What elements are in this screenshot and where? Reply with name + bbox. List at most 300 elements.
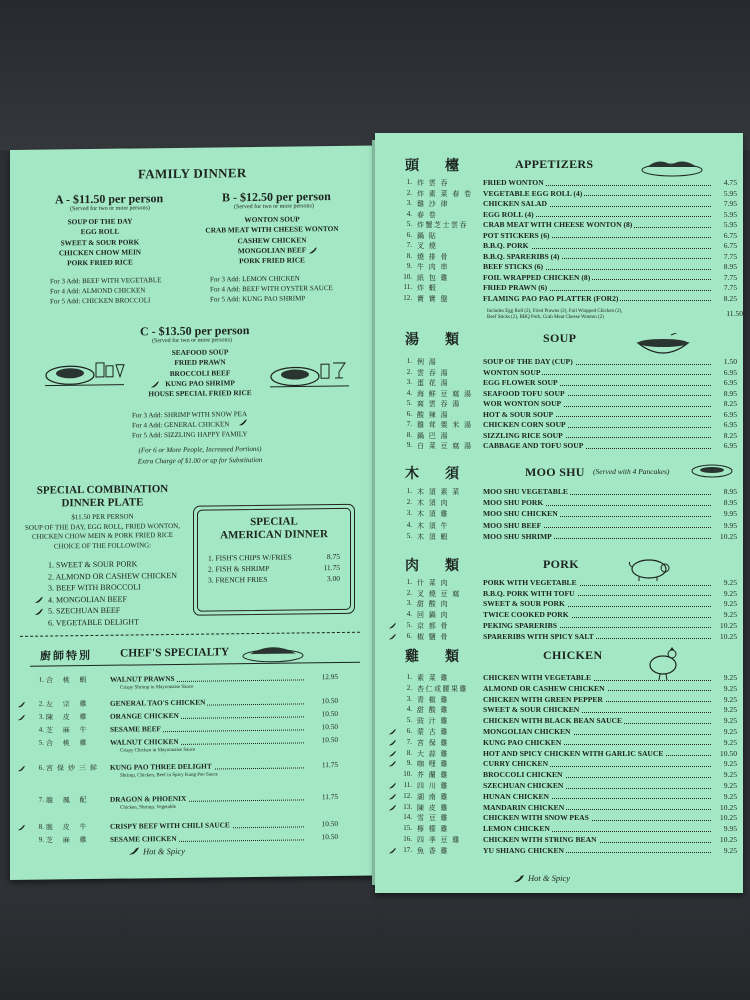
item-number: 4. bbox=[406, 209, 412, 218]
item-name: EGG ROLL (4) bbox=[483, 209, 534, 219]
menu-item-row bbox=[10, 709, 370, 723]
item-chinese-name: 紙 包 雞 bbox=[417, 273, 449, 282]
chili-icon bbox=[34, 608, 44, 617]
moo-shu-plate-illustration bbox=[690, 461, 735, 479]
item-chinese-name: 鍋 貼 bbox=[417, 231, 438, 240]
item-chinese-name: 芝 麻 牛 bbox=[46, 726, 91, 735]
item-name: POT STICKERS (6) bbox=[483, 230, 550, 240]
mooshu-subtitle: (Served with 4 Pancakes) bbox=[593, 467, 670, 476]
chili-icon bbox=[388, 847, 397, 855]
chef-title-cn: 廚師特別 bbox=[40, 649, 92, 663]
dinner-b-items bbox=[192, 214, 352, 267]
mooshu-chinese-heading: 木須 bbox=[405, 467, 485, 482]
chili-icon bbox=[388, 739, 397, 747]
platter-description bbox=[487, 309, 622, 321]
dinner-c-add: For 5 Add: SIZZLING HAPPY FAMILY bbox=[132, 430, 248, 440]
item-name: WONTON SOUP bbox=[483, 367, 541, 377]
combo-title-line2: DINNER PLATE bbox=[61, 496, 144, 510]
item-chinese-name: 咖 哩 雞 bbox=[417, 760, 449, 769]
menu-item-row bbox=[375, 716, 737, 726]
dinner-b-price: B - $12.50 per person bbox=[222, 189, 331, 205]
item-number: 8. bbox=[406, 430, 412, 439]
item-number: 3. bbox=[38, 712, 44, 721]
chili-icon bbox=[17, 824, 26, 832]
soup-heading: SOUP bbox=[543, 331, 577, 345]
dinner-b-adds bbox=[210, 273, 333, 305]
dinner-a-add: For 5 Add: CHICKEN BROCCOLI bbox=[50, 296, 151, 306]
item-chinese-name: 龍 鳳 配 bbox=[46, 796, 91, 805]
item-name: B.B.Q. SPARERIBS (4) bbox=[483, 251, 560, 261]
item-name: HUNAN CHICKEN bbox=[483, 791, 550, 801]
menu-item-row bbox=[375, 759, 737, 769]
item-chinese-name: 木 須 素 菜 bbox=[417, 488, 461, 496]
menu-item-row bbox=[375, 283, 737, 293]
item-price: 8.95 bbox=[711, 389, 737, 398]
item-chinese-name: 叉 燒 豆 腐 bbox=[417, 589, 461, 598]
menu-item-row bbox=[375, 792, 737, 802]
item-name: CURRY CHICKEN bbox=[483, 759, 549, 769]
item-name: WALNUT CHICKEN bbox=[110, 736, 179, 747]
menu-item-row bbox=[375, 368, 737, 378]
item-name: BROCCOLI CHICKEN bbox=[483, 770, 563, 780]
item-chinese-name: 雪 豆 雞 bbox=[417, 814, 449, 823]
item-number: 17. bbox=[403, 845, 412, 854]
item-name: MONGOLIAN CHICKEN bbox=[483, 727, 571, 736]
combo-choice: 5. SZECHUAN BEEF bbox=[48, 605, 121, 616]
item-number: 2. bbox=[38, 699, 44, 708]
item-price: 9.25 bbox=[711, 599, 737, 608]
dinner-c-item: SEAFOOD SOUP bbox=[171, 347, 229, 358]
item-chinese-name: 魚 香 雞 bbox=[417, 846, 449, 855]
section-divider bbox=[20, 632, 360, 637]
item-number: 1. bbox=[406, 178, 412, 186]
item-price: 9.95 bbox=[711, 521, 737, 530]
item-name: TWICE COOKED PORK bbox=[483, 610, 569, 620]
item-price: 10.25 bbox=[711, 621, 737, 630]
item-number: 6. bbox=[38, 763, 44, 772]
item-name: SEAFOOD TOFU SOUP bbox=[483, 388, 565, 398]
chili-icon bbox=[388, 750, 397, 758]
item-number: 7. bbox=[406, 420, 412, 428]
item-number: 4. bbox=[406, 705, 412, 714]
item-price: 10.50 bbox=[304, 832, 338, 841]
item-number: 6. bbox=[406, 631, 412, 640]
item-price: 4.75 bbox=[711, 178, 737, 187]
item-price: 5.95 bbox=[711, 220, 737, 229]
item-chinese-name: 蒙 古 雞 bbox=[417, 728, 449, 736]
item-chinese-name: 四 季 豆 雞 bbox=[417, 836, 461, 844]
item-chinese-name: 什 菜 肉 bbox=[417, 579, 449, 587]
item-price: 9.25 bbox=[711, 759, 737, 768]
item-chinese-name: 木 須 雞 bbox=[417, 510, 449, 519]
item-price: 10.50 bbox=[304, 709, 338, 718]
item-number: 13. bbox=[403, 802, 412, 811]
item-name: CABBAGE AND TOFU SOUP bbox=[483, 441, 584, 450]
item-price: 10.25 bbox=[711, 803, 737, 812]
item-number: 4. bbox=[406, 388, 412, 397]
item-price: 9.25 bbox=[711, 705, 737, 714]
item-price: 9.95 bbox=[711, 824, 737, 833]
combo-choice: 2. ALMOND OR CASHEW CHICKEN bbox=[48, 570, 177, 582]
item-name: FRIED WONTON bbox=[483, 178, 544, 187]
dinner-b-item: MONGOLIAN BEEF bbox=[237, 245, 307, 256]
item-number: 7. bbox=[406, 241, 412, 249]
item-name: FLAMING PAO PAO PLATTER (FOR2) bbox=[483, 293, 619, 303]
item-price: 6.95 bbox=[711, 378, 737, 387]
soup-bowl-illustration bbox=[633, 333, 693, 359]
chili-icon bbox=[34, 596, 44, 605]
family-dinner-title: FAMILY DINNER bbox=[138, 165, 247, 182]
menu-item-row bbox=[375, 189, 737, 199]
menu-left-page bbox=[10, 146, 375, 880]
dinner-a-add: For 4 Add: ALMOND CHICKEN bbox=[50, 286, 146, 296]
item-chinese-name: 炸 素 菜 春 卷 bbox=[417, 189, 473, 198]
item-name: PORK WITH VEGETABLE bbox=[483, 578, 577, 587]
menu-item-row bbox=[375, 749, 737, 759]
item-number: 7. bbox=[406, 737, 412, 746]
menu-item-row bbox=[375, 389, 737, 399]
item-name: VEGETABLE EGG ROLL (4) bbox=[483, 188, 583, 198]
item-description: Chicken, Shrimp, Vegetable bbox=[120, 804, 177, 811]
item-name: SZECHUAN CHICKEN bbox=[483, 781, 564, 790]
dinner-c-add: For 4 Add: GENERAL CHICKEN bbox=[132, 420, 230, 430]
item-price: 9.25 bbox=[711, 684, 737, 693]
menu-item-row bbox=[375, 695, 737, 705]
menu-item-row bbox=[375, 532, 737, 542]
item-number: 5. bbox=[406, 531, 412, 540]
item-chinese-name: 京 都 骨 bbox=[417, 621, 449, 630]
item-price: 10.25 bbox=[711, 632, 737, 641]
item-price: 9.25 bbox=[711, 727, 737, 736]
item-chinese-name: 寶 寶 盤 bbox=[417, 294, 449, 303]
item-price: 9.25 bbox=[711, 589, 737, 598]
family-dinner-note bbox=[90, 443, 310, 468]
chili-icon bbox=[17, 714, 26, 722]
item-number: 3. bbox=[406, 509, 412, 518]
item-number: 9. bbox=[406, 262, 412, 270]
item-number: 3. bbox=[406, 694, 412, 703]
dinner-a-items bbox=[30, 216, 170, 269]
item-number: 2. bbox=[406, 498, 412, 507]
dinner-b-item: CRAB MEAT WITH CHEESE WONTON bbox=[205, 224, 339, 235]
item-chinese-name: 酸 辣 湯 bbox=[417, 410, 449, 419]
item-name: CHICKEN WITH SNOW PEAS bbox=[483, 813, 589, 823]
item-number: 2. bbox=[406, 683, 412, 692]
chicken-heading: CHICKEN bbox=[543, 648, 603, 662]
item-number: 6. bbox=[406, 230, 412, 239]
menu-item-row bbox=[375, 846, 737, 856]
menu-item-row bbox=[375, 378, 737, 388]
platter-desc-line: Beef Sticks (2), BBQ Pork, Crab Meat Cheese Wonton (2) bbox=[487, 315, 604, 320]
item-chinese-name: 芥 蘭 雞 bbox=[417, 771, 449, 780]
item-chinese-name: 炸 雲 吞 bbox=[417, 179, 449, 187]
item-name: SOUP OF THE DAY (CUP) bbox=[483, 357, 573, 366]
item-number: 5. bbox=[406, 220, 412, 228]
portion-note: (For 6 or More People, Increased Portions) bbox=[138, 444, 262, 455]
item-price: 8.25 bbox=[711, 431, 737, 440]
item-chinese-name: 海 鮮 豆 腐 湯 bbox=[417, 389, 473, 398]
item-price: 10.25 bbox=[711, 835, 737, 844]
american-item: 2. FISH & SHRIMP 11.75 bbox=[208, 562, 340, 574]
chili-icon bbox=[388, 728, 397, 736]
dinner-plate-illustration-left bbox=[40, 357, 128, 390]
chili-icon bbox=[388, 760, 397, 768]
appetizer-plate-illustration bbox=[637, 155, 707, 177]
combo-desc-line: SOUP OF THE DAY, EGG ROLL, FRIED WONTON, bbox=[25, 521, 180, 532]
item-number: 2. bbox=[406, 588, 412, 597]
chili-icon bbox=[388, 804, 397, 812]
item-price: 8.95 bbox=[711, 262, 737, 271]
item-name: CHICKEN CORN SOUP bbox=[483, 420, 566, 429]
item-name: KUNG PAO THREE DELIGHT bbox=[110, 761, 212, 772]
menu-item-row bbox=[375, 509, 737, 519]
menu-item-row bbox=[375, 705, 737, 715]
menu-item-row bbox=[375, 781, 737, 791]
appetizers-chinese-heading: 頭檯 bbox=[405, 159, 485, 174]
dinner-c-adds bbox=[132, 409, 247, 440]
dinner-a-item: SWEET & SOUR PORK bbox=[60, 237, 140, 247]
menu-item-row bbox=[10, 791, 370, 811]
item-number: 1. bbox=[38, 675, 44, 684]
item-price: 8.95 bbox=[711, 498, 737, 507]
dinner-b-add: For 5 Add: KUNG PAO SHRIMP bbox=[210, 294, 306, 304]
item-name: PEKING SPARERIBS bbox=[483, 620, 557, 630]
item-price: 5.95 bbox=[711, 189, 737, 198]
item-price: 12.95 bbox=[304, 672, 338, 681]
item-number: 12. bbox=[403, 293, 412, 302]
item-chinese-name: 素 菜 雞 bbox=[417, 674, 449, 682]
dinner-c-items bbox=[120, 347, 280, 400]
menu-item-row bbox=[375, 199, 737, 209]
platter-desc-line: Includes Egg Roll (2), Fried Prawns (2), Foil Wrapped Chicken (2), bbox=[487, 309, 623, 314]
menu-item-row bbox=[375, 824, 737, 834]
item-price: 11.75 bbox=[304, 792, 338, 801]
chili-icon bbox=[238, 418, 248, 427]
menu-item-row bbox=[375, 738, 737, 748]
item-number: 1. bbox=[406, 578, 412, 586]
item-price: 8.95 bbox=[711, 487, 737, 496]
menu-item-row bbox=[375, 487, 737, 497]
menu-item-row bbox=[375, 835, 737, 845]
menu-item-row bbox=[10, 671, 370, 691]
dinner-a-adds bbox=[50, 275, 161, 306]
item-number: 9. bbox=[406, 441, 412, 449]
item-price: 9.25 bbox=[711, 846, 737, 855]
item-number: 15. bbox=[403, 824, 412, 833]
item-number: 3. bbox=[406, 378, 412, 386]
item-description: Crispy Chicken in Mayonnaise Sauce bbox=[120, 747, 196, 754]
pork-chinese-heading: 肉類 bbox=[405, 559, 485, 574]
item-name: CHICKEN WITH STRING BEAN bbox=[483, 835, 597, 844]
item-chinese-name: 春 卷 bbox=[417, 210, 438, 219]
menu-item-row bbox=[375, 803, 737, 813]
combo-title bbox=[20, 483, 185, 511]
item-price: 1.50 bbox=[711, 357, 737, 366]
item-number: 9. bbox=[406, 759, 412, 768]
item-number: 5. bbox=[406, 620, 412, 629]
dinner-a-item: SOUP OF THE DAY bbox=[67, 216, 133, 227]
chili-icon bbox=[388, 622, 397, 630]
dinner-a-item: CHICKEN CHOW MEIN bbox=[58, 247, 142, 258]
item-name: BEEF STICKS (6) bbox=[483, 262, 544, 271]
item-price: 9.25 bbox=[711, 792, 737, 801]
item-number: 6. bbox=[406, 409, 412, 418]
item-name: CHICKEN WITH VEGETABLE bbox=[483, 673, 592, 682]
american-title-line2: AMERICAN DINNER bbox=[220, 528, 328, 542]
item-price: 6.75 bbox=[711, 231, 737, 240]
combo-price: $11.50 PER PERSON bbox=[71, 512, 134, 522]
dinner-c-item: BROCCOLI BEEF bbox=[169, 367, 231, 378]
item-price: 6.75 bbox=[711, 241, 737, 250]
dinner-c-item: KUNG PAO SHRIMP bbox=[165, 378, 235, 388]
dinner-c-item: HOUSE SPECIAL FRIED RICE bbox=[148, 388, 252, 399]
item-chinese-name: 炸 蝦 bbox=[417, 284, 438, 292]
menu-item-row bbox=[375, 621, 737, 631]
item-chinese-name: 豉 汁 雞 bbox=[417, 717, 449, 726]
item-chinese-name: 木 須 肉 bbox=[417, 499, 449, 508]
item-number: 5. bbox=[38, 738, 44, 747]
item-chinese-name: 蛋 花 湯 bbox=[417, 379, 449, 387]
item-chinese-name: 木 須 牛 bbox=[417, 521, 449, 530]
chef-dish-illustration bbox=[238, 640, 308, 663]
item-number: 5. bbox=[406, 716, 412, 725]
item-name: MOO SHU PORK bbox=[483, 498, 544, 508]
item-name: ORANGE CHICKEN bbox=[110, 710, 179, 721]
item-number: 1. bbox=[406, 487, 412, 495]
item-name: HOT AND SPICY CHICKEN WITH GARLIC SAUCE bbox=[483, 748, 664, 758]
hot-spicy-legend-left: Hot & Spicy bbox=[143, 845, 186, 857]
dinner-b-item: WONTON SOUP bbox=[244, 214, 300, 225]
item-price: 10.50 bbox=[304, 696, 338, 705]
item-name: EGG FLOWER SOUP bbox=[483, 378, 558, 387]
menu-item-row bbox=[10, 722, 370, 736]
item-number: 11. bbox=[403, 283, 412, 291]
item-price: 10.50 bbox=[711, 749, 737, 758]
item-price: 7.75 bbox=[711, 283, 737, 292]
item-name: SIZZLING RICE SOUP bbox=[483, 430, 563, 440]
menu-item-row bbox=[375, 498, 737, 508]
item-chinese-name: 檸 檬 雞 bbox=[417, 825, 449, 834]
item-chinese-name: 青 椒 雞 bbox=[417, 695, 449, 704]
item-name: B.B.Q. PORK bbox=[483, 241, 529, 250]
item-chinese-name: 叉 燒 bbox=[417, 242, 438, 250]
table-background-top bbox=[0, 0, 750, 150]
item-chinese-name: 牛 肉 串 bbox=[417, 263, 449, 271]
menu-item-row bbox=[375, 262, 737, 272]
combo-choice: 1. SWEET & SOUR PORK bbox=[48, 559, 138, 570]
item-chinese-name: 合 桃 蝦 bbox=[46, 676, 91, 685]
combo-choice: 4. MONGOLIAN BEEF bbox=[48, 594, 127, 605]
dinner-b-item: CASHEW CHICKEN bbox=[237, 234, 307, 245]
item-name: DRAGON & PHOENIX bbox=[110, 793, 187, 804]
menu-item-row bbox=[375, 399, 737, 409]
dinner-plate-illustration-right bbox=[265, 358, 353, 391]
item-price: 6.95 bbox=[711, 410, 737, 419]
soup-chinese-heading: 湯類 bbox=[405, 333, 485, 348]
item-price: 10.25 bbox=[711, 813, 737, 822]
menu-item-row bbox=[375, 410, 737, 420]
item-chinese-name: 芝 麻 雞 bbox=[46, 836, 91, 845]
item-price: 10.50 bbox=[304, 819, 338, 828]
item-chinese-name: 合 桃 雞 bbox=[46, 739, 91, 748]
menu-item-row bbox=[10, 819, 370, 833]
item-chinese-name: 白 菜 豆 腐 湯 bbox=[417, 442, 473, 450]
item-price: 9.25 bbox=[711, 610, 737, 619]
item-number: 6. bbox=[406, 727, 412, 735]
menu-item-row bbox=[375, 813, 737, 823]
dinner-a-item: PORK FRIED RICE bbox=[67, 257, 133, 268]
menu-item-row bbox=[375, 684, 737, 694]
dinner-a-price: A - $11.50 per person bbox=[55, 191, 164, 207]
dinner-b-add: For 3 Add: LEMON CHICKEN bbox=[210, 274, 300, 284]
item-chinese-name: 甜 酸 肉 bbox=[417, 600, 449, 609]
dinner-a-serve: (Served for two or more persons) bbox=[70, 205, 150, 213]
item-price: 9.25 bbox=[711, 578, 737, 587]
dinner-b-serve: (Served for two or more persons) bbox=[234, 203, 314, 211]
item-price: 9.25 bbox=[711, 673, 737, 682]
item-number: 10. bbox=[403, 272, 412, 281]
american-item: 3. FRENCH FRIES 3.00 bbox=[208, 573, 340, 585]
table-background-bottom bbox=[0, 880, 750, 1000]
item-price: 8.25 bbox=[711, 294, 737, 303]
item-number: 12. bbox=[403, 791, 412, 800]
menu-item-row bbox=[375, 610, 737, 620]
item-name: SESAME CHICKEN bbox=[110, 833, 177, 844]
item-name: FRIED PRAWN (6) bbox=[483, 283, 548, 292]
item-name: FOIL WRAPPED CHICKEN (8) bbox=[483, 272, 591, 282]
item-number: 16. bbox=[403, 835, 412, 843]
item-chinese-name: 四 川 雞 bbox=[417, 782, 449, 790]
item-name: LEMON CHICKEN bbox=[483, 824, 550, 834]
chili-icon bbox=[17, 765, 26, 773]
item-chinese-name: 回 鍋 肉 bbox=[417, 611, 449, 620]
item-chinese-name: 大 蒜 雞 bbox=[417, 749, 449, 758]
menu-item-row bbox=[375, 210, 737, 220]
item-price: 10.25 bbox=[711, 532, 737, 541]
chili-icon bbox=[17, 701, 26, 709]
american-items bbox=[208, 551, 340, 586]
item-price: 6.95 bbox=[711, 368, 737, 377]
item-name: ALMOND OR CASHEW CHICKEN bbox=[483, 683, 605, 693]
item-chinese-name: 雞 沙 律 bbox=[417, 200, 449, 208]
item-number: 4. bbox=[406, 520, 412, 529]
item-name: SPARERIBS WITH SPICY SALT bbox=[483, 631, 594, 641]
item-chinese-name: 窩 雲 吞 湯 bbox=[417, 400, 461, 408]
item-name: CRAB MEAT WITH CHEESE WONTON (8) bbox=[483, 220, 633, 229]
chili-icon bbox=[388, 633, 397, 641]
american-title-line1: SPECIAL bbox=[250, 515, 298, 529]
chef-title: CHEF'S SPECIALTY bbox=[120, 646, 230, 660]
chili-icon bbox=[388, 782, 397, 790]
menu-item-row bbox=[375, 599, 737, 609]
menu-item-row bbox=[375, 420, 737, 430]
menu-item-row bbox=[10, 696, 370, 710]
combo-choice: 3. BEEF WITH BROCCOLI bbox=[48, 582, 141, 593]
item-name: WALNUT PRAWNS bbox=[110, 673, 175, 684]
menu-item-row bbox=[10, 832, 370, 846]
item-number: 8. bbox=[406, 251, 412, 260]
menu-item-row bbox=[375, 178, 737, 188]
item-chinese-name: 雲 吞 湯 bbox=[417, 368, 449, 377]
item-name: GENERAL TAO'S CHICKEN bbox=[110, 697, 206, 708]
item-price: 6.95 bbox=[711, 420, 737, 429]
item-name: MANDARIN CHICKEN bbox=[483, 802, 565, 812]
dinner-b-add: For 4 Add: BEEF WITH OYSTER SAUCE bbox=[210, 284, 333, 294]
item-price: 9.25 bbox=[711, 695, 737, 704]
item-chinese-name: 鍋 巴 湯 bbox=[417, 431, 449, 440]
item-price: 7.95 bbox=[711, 199, 737, 208]
item-number: 3. bbox=[406, 599, 412, 608]
